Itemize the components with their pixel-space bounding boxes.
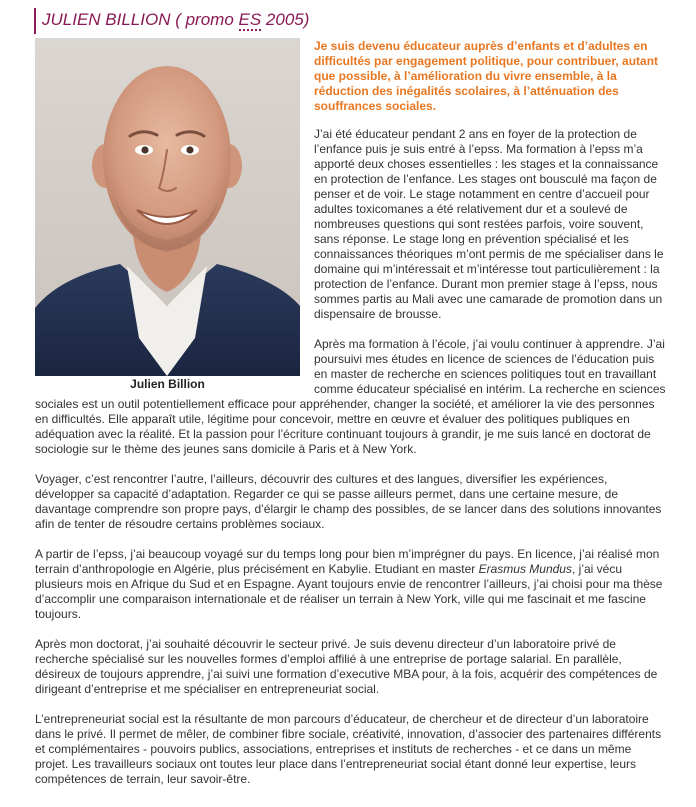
portrait-figure — [35, 38, 300, 392]
paragraph-private-sector: Après mon doctorat, j’ai souhaité découvrir le secteur privé. Je suis devenu directeur d’un laboratoire privé de recherche spécialisé sur les nouvelles formes d’emploi affilié à une entreprise de portage salarial. En parallèle, désireux de toujours apprendre, j’ai suivi une formation d’executive MBA pour, à la fois, acquérir des compétences de dirigeant d’entreprise et me spécialiser en entrepreneuriat social. — [35, 637, 658, 696]
title-suffix: 2005) — [261, 10, 310, 29]
portrait-photo — [35, 38, 300, 376]
paragraph-epss-training: J’ai été éducateur pendant 2 ans en foyer de la protection de l’enfance puis je suis entré à l’epss. Ma formation à l’epss m’a apporté deux choses essentielles : les stages et la connaissance en protection de l’enfance. Les stages ont bousculé ma façon de penser et de voir. Le stage notamment en centre d’accueil pour adultes toxicomanes a été relativement dur et a soulevé de nombreuses questions qui sont restées parfois, voire souvent, sans réponse. Le stage long en prévention spécialisé et les connaissances théoriques m’ont permis de me spécialiser dans le domaine qui m’intéressait et m’intéresse tout particulièrement : la protection de l’enfance. Durant mon premier stage à l’epss, nous sommes partis au Mali avec une camarade de promotion dans un dispensaire de brousse. — [314, 127, 664, 321]
portrait-caption: Julien Billion — [130, 377, 205, 391]
title-abbr-es[interactable]: ES — [238, 10, 262, 29]
article-body — [35, 38, 667, 787]
portrait-illustration — [35, 38, 300, 376]
title-prefix: JULIEN BILLION ( promo — [42, 10, 239, 29]
intro-highlight: Je suis devenu éducateur auprès d’enfants et d’adultes en difficultés par engagement politique, pour contribuer, autant que possible, à l’amélioration du vivre ensemble, à la réduction des inégalités scolaires, à l’atténuation des souffrances sociales. — [314, 39, 659, 113]
paragraph-travel: Voyager, c’est rencontrer l’autre, l’ailleurs, découvrir des cultures et des langues, diversifier les expériences, développer sa capacité d’adaptation. Regarder ce qui se passe ailleurs permet, dans une certaine mesure, de davantage comprendre son propre pays, d’élargir le champ des possibles, de se lancer dans des solutions innovantes afin de tenter de résoudre certains problèmes sociaux. — [35, 472, 662, 531]
paragraph-research: Après ma formation à l’école, j’ai voulu continuer à apprendre. J’ai poursuivi mes études en licence de sciences de l’éducation puis en master de recherche en sciences politiques tout en travaillant comme éducateur spécialisé en intérim. La recherche en sciences sociales est un outil potentiellement efficace pour appréhender, changer la société, et améliorer la vie des personnes en difficultés. Elle apparaît utile, légitime pour concevoir, mettre en œuvre et évaluer des politiques publiques en adéquation avec la réalité. Et la passion pour l’écriture continuant toujours à grandir, je me suis lancé en doctorat de sociologie sur le thème des jeunes sans domicile à Paris et à New York. — [35, 337, 666, 456]
erasmus-mundus-term: Erasmus Mundus — [478, 562, 572, 576]
paragraph-social-entrepreneurship: L’entrepreneuriat social est la résultante de mon parcours d’éducateur, de chercheur et de directeur d’un laboratoire dans le privé. Il permet de mêler, de combiner fibre sociale, créativité, innovation, d’associer des partenaires différents et complémentaires - pouvoirs publics, associations, entreprises et instituts de recherches - et ce dans un même projet. Les travailleurs sociaux ont toutes leur place dans l’entrepreneuriat social étant donné leur expertise, leurs compétences de terrain, leur savoir-être. — [35, 712, 662, 786]
page-title — [34, 8, 309, 34]
paragraph-fieldwork-part-a: A partir de l’epss, j’ai beaucoup voyagé sur du temps long pour bien m’imprégner du pays. En licence, j’ai réalisé mon terrain d’anthropologie en Algérie, plus précisément en Kabylie. Etudiant en master — [35, 547, 660, 576]
paragraph-fieldwork-part-b: , j’ai vécu plusieurs mois en Afrique du Sud et en Espagne. Ayant toujours envie de rencontrer l’ailleurs, j’ai choisi pour ma thèse d’accomplir une comparaison internationale et de réaliser un terrain à New York, ville qui me fascinait et me fascine toujours. — [35, 562, 663, 621]
paragraph-fieldwork — [35, 547, 667, 622]
